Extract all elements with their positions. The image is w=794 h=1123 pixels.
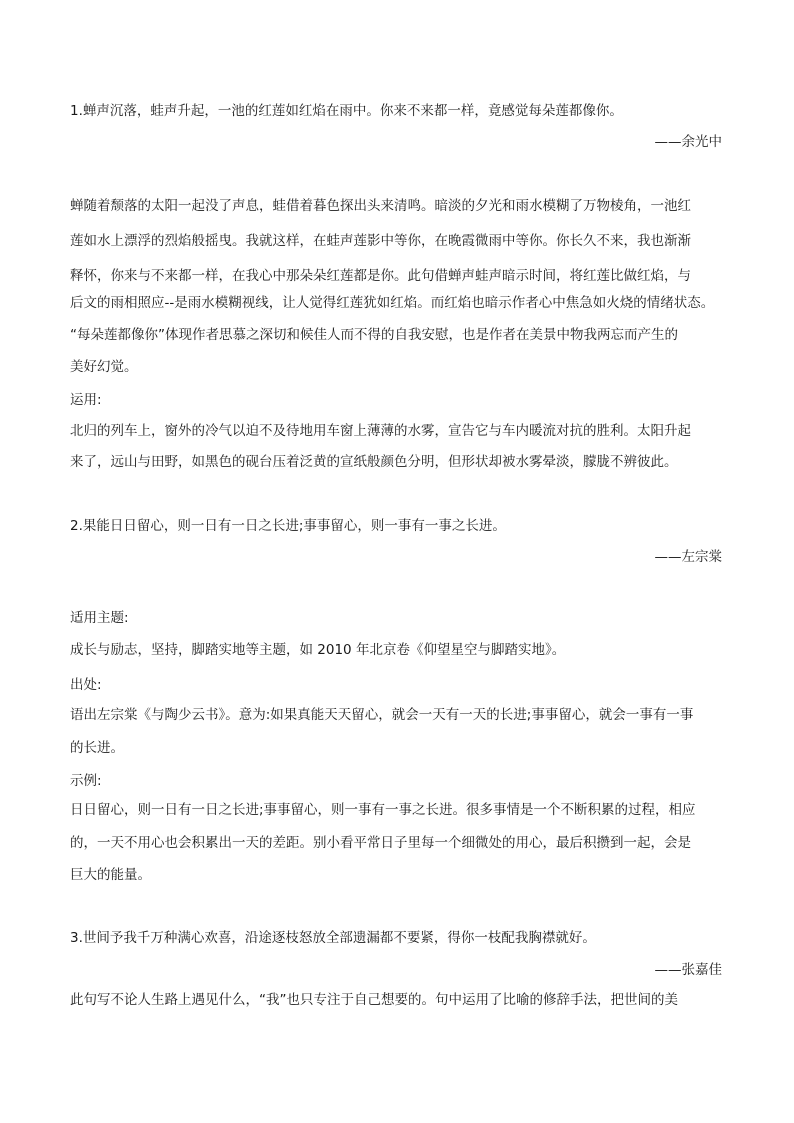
q2-example-label: 示例: (70, 773, 102, 789)
quote-1: 1.蝉声沉落，蛙声升起，一池的红莲如红焰在雨中。你来不来都一样，竟感觉每朵莲都像你。 (70, 103, 623, 119)
quote-2: 2.果能日日留心，则一日有一日之长进;事事留心，则一事有一事之长进。 (70, 518, 506, 534)
q2-example-line: 日日留心，则一日有一日之长进;事事留心，则一事有一事之长进。很多事情是一个不断积累的过程，相应 (70, 802, 696, 818)
q2-example-line: 的，一天不用心也会积累出一天的差距。别小看平常日子里每一个细微处的用心，最后积攒到一起，会是 (70, 835, 691, 851)
q1-analysis-line: 蝉随着颓落的太阳一起没了声息，蛙借着暮色探出头来清鸣。暗淡的夕光和雨水模糊了万物棱角，一池红 (70, 198, 691, 214)
q1-analysis-line: 莲如水上漂浮的烈焰般摇曳。我就这样，在蛙声莲影中等你，在晚霞微雨中等你。你长久不来，我也渐渐 (70, 233, 691, 249)
q1-analysis-line: 释怀，你来与不来都一样，在我心中那朵朵红莲都是你。此句借蝉声蛙声暗示时间，将红莲比做红焰，与 (70, 268, 691, 284)
q1-analysis-line: “每朵莲都像你”体现作者思慕之深切和候佳人而不得的自我安慰，也是作者在美景中物我两忘而产生的 (70, 327, 678, 343)
q2-source-line: 语出左宗棠《与陶少云书》。意为:如果真能天天留心，就会一天有一天的长进;事事留心，就会一事有一事 (70, 707, 694, 723)
q2-source-label: 出处: (70, 677, 102, 693)
q1-analysis-line: 后文的雨相照应--是雨水模糊视线，让人觉得红莲犹如红焰。而红焰也暗示作者心中焦急如火烧的情绪状态。 (70, 295, 715, 311)
q2-theme: 成长与励志，坚持，脚踏实地等主题，如 2010 年北京卷《仰望星空与脚踏实地》。 (70, 642, 566, 658)
q3-analysis-line: 此句写不论人生路上遇见什么，“我”也只专注于自己想要的。句中运用了比喻的修辞手法，把世间的美 (70, 992, 678, 1008)
q2-theme-label: 适用主题: (70, 610, 129, 626)
q1-analysis-line: 美好幻觉。 (70, 359, 138, 375)
q1-usage-label: 运用: (70, 392, 102, 408)
quote-1-author: ——余光中 (654, 134, 722, 150)
quote-3: 3.世间予我千万种满心欢喜，沿途逐枝怒放全部遗漏都不要紧，得你一枝配我胸襟就好。 (70, 930, 596, 946)
q2-example-line: 巨大的能量。 (70, 867, 151, 883)
quote-2-author: ——左宗棠 (654, 549, 722, 565)
q2-source-line: 的长进。 (70, 740, 124, 756)
quote-3-author: ——张嘉佳 (654, 962, 722, 978)
q1-usage-line: 北归的列车上，窗外的冷气以迫不及待地用车窗上薄薄的水雾，宣告它与车内暖流对抗的胜利。太阳升起 (70, 423, 691, 439)
q1-usage-line: 来了，远山与田野，如黑色的砚台压着泛黄的宣纸般颜色分明，但形状却被水雾晕淡，朦胧不辨彼此。 (70, 454, 678, 470)
